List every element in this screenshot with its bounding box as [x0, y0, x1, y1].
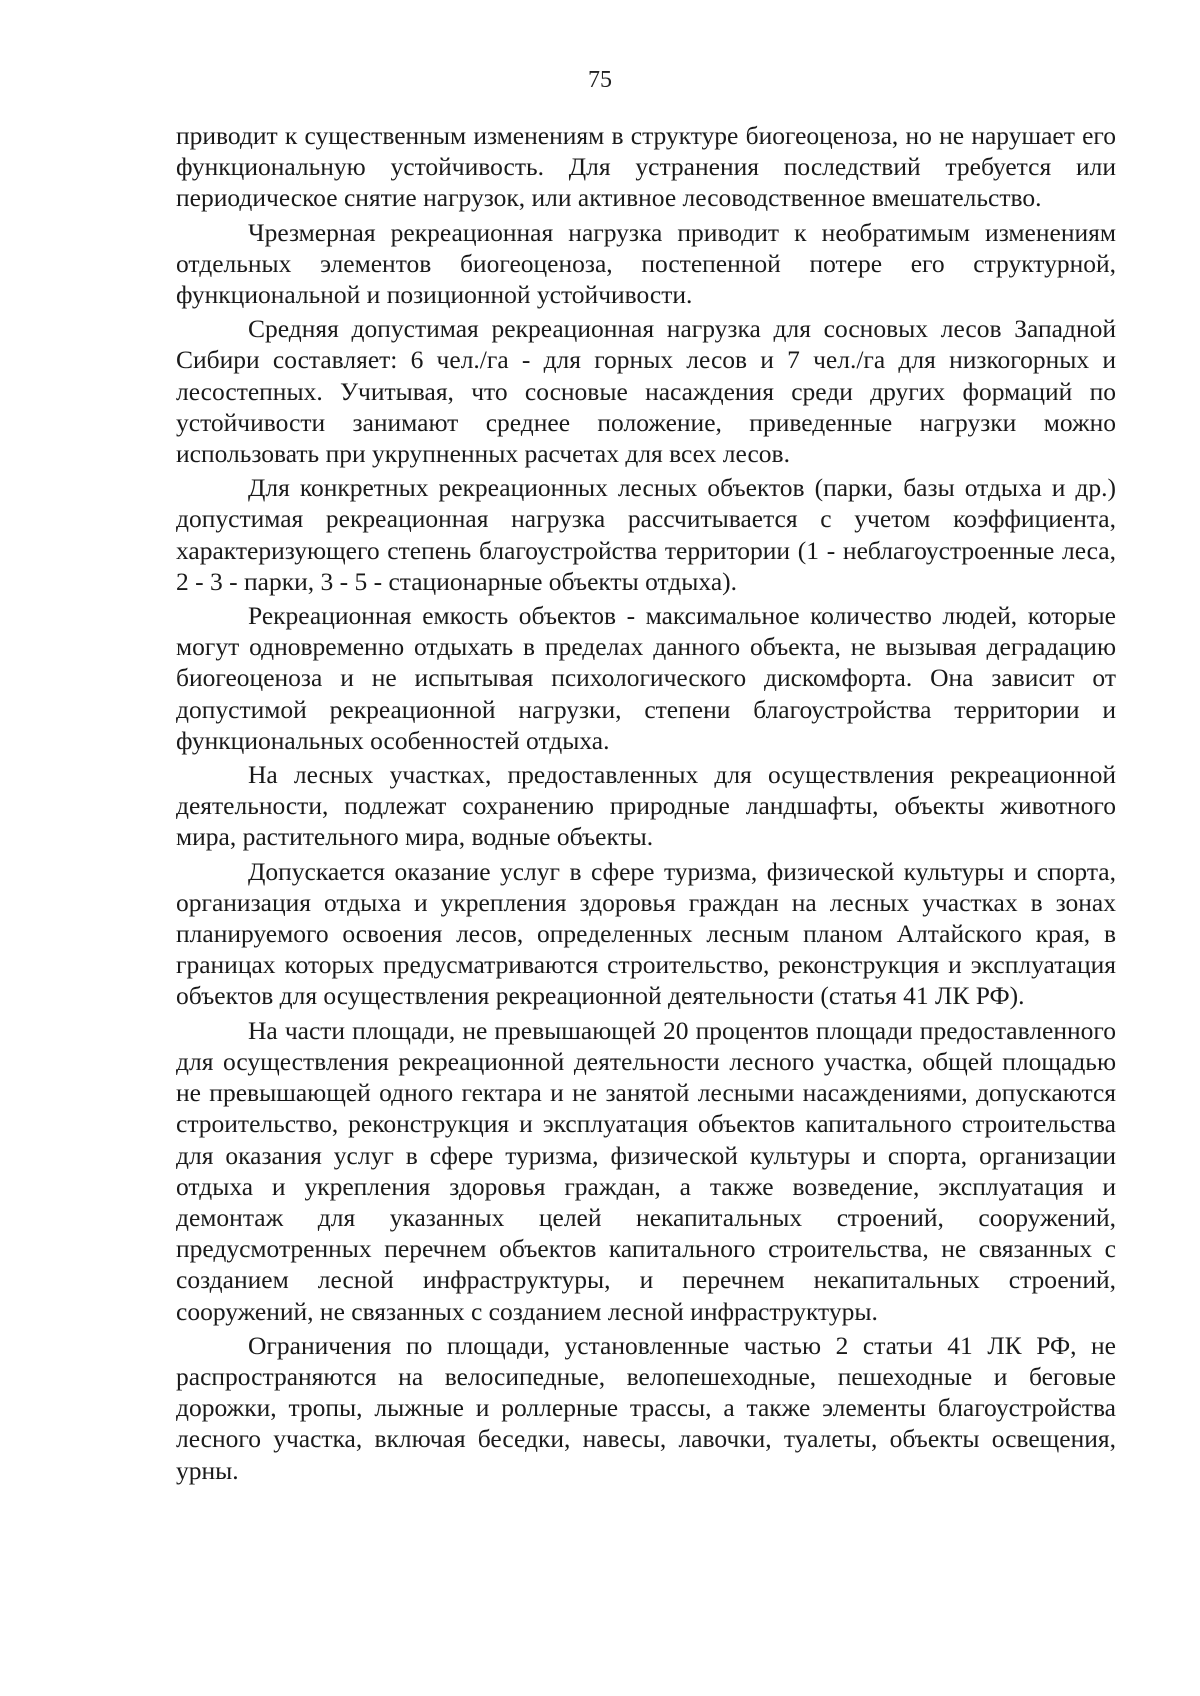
document-body: [176, 120, 1116, 1486]
paragraph-average-load: Средняя допустимая рекреационная нагрузка для сосновых лесов Западной Сибири составляет: 6 чел./га - для горных лесов и 7 чел./га для низкогорных и лесостепных. Учитывая, что сосновые насаждения среди других формаций по устойчивости занимают среднее положение, приведенные нагрузки можно использовать при укрупненных расчетах для всех лесов.: [176, 314, 1116, 469]
paragraph-preservation: На лесных участках, предоставленных для осуществления рекреационной деятельности, подлежат сохранению природные ландшафты, объекты животного мира, растительного мира, водные объекты.: [176, 760, 1116, 852]
paragraph-exceptions: Ограничения по площади, установленные частью 2 статьи 41 ЛК РФ, не распространяются на велосипедные, велопешеходные, пешеходные и беговые дорожки, тропы, лыжные и роллерные трассы, а также элементы благоустройства лесного участка, включая беседки, навесы, лавочки, туалеты, объекты освещения, урны.: [176, 1330, 1116, 1485]
paragraph-services-allowed: Допускается оказание услуг в сфере туризма, физической культуры и спорта, организация отдыха и укрепления здоровья граждан на лесных участках в зонах планируемого освоения лесов, определенных лесным планом Алтайского края, в границах которых предусматриваются строительство, реконструкция и эксплуатация объектов для осуществления рекреационной деятельности (статья 41 ЛК РФ).: [176, 856, 1116, 1011]
paragraph-excessive-load: Чрезмерная рекреационная нагрузка приводит к необратимым изменениям отдельных элементов биогеоценоза, постепенной потере его структурной, функциональной и позиционной устойчивости.: [176, 217, 1116, 310]
paragraph-area-limit: На части площади, не превышающей 20 процентов площади предоставленного для осуществления рекреационной деятельности лесного участка, общей площадью не превышающей одного гектара и не занятой лесными насаждениями, допускаются строительство, реконструкция и эксплуатация объектов капитального строительства для оказания услуг в сфере туризма, физической культуры и спорта, организации отдыха и укрепления здоровья граждан, а также возведение, эксплуатация и демонтаж для указанных целей некапитальных строений, сооружений, предусмотренных перечнем объектов капитального строительства, не связанных с созданием лесной инфраструктуры, и перечнем некапитальных строений, сооружений, не связанных с созданием лесной инфраструктуры.: [176, 1015, 1116, 1326]
paragraph-recreational-capacity: Рекреационная емкость объектов - максимальное количество людей, которые могут одновременно отдыхать в пределах данного объекта, не вызывая деградацию биогеоценоза и не испытывая психологического дискомфорта. Она зависит от допустимой рекреационной нагрузки, степени благоустройства территории и функциональных особенностей отдыха.: [176, 601, 1116, 755]
paragraph-continuation: приводит к существенным изменениям в структуре биогеоценоза, но не нарушает его функциональную устойчивость. Для устранения последствий требуется или периодическое снятие нагрузок, или активное лесоводственное вмешательство.: [176, 121, 1116, 213]
paragraph-specific-objects: Для конкретных рекреационных лесных объектов (парки, базы отдыха и др.) допустимая рекреационная нагрузка рассчитывается с учетом коэффициента, характеризующего степень благоустройства территории (1 - неблагоустроенные леса, 2 - 3 - парки, 3 - 5 - стационарные объекты отдыха).: [176, 473, 1116, 596]
page-number: 75: [588, 67, 612, 93]
